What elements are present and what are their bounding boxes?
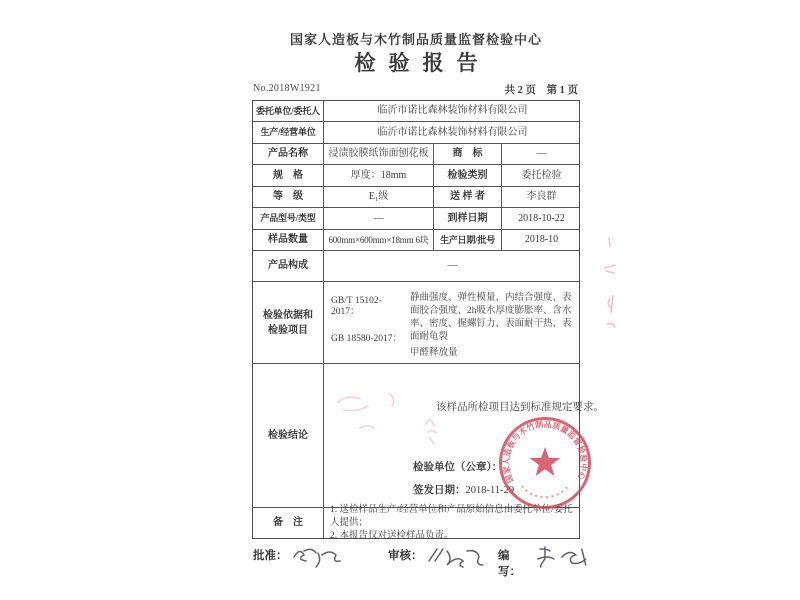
report-title: 检验报告 — [354, 51, 491, 75]
table-row — [253, 187, 579, 208]
batch-label: 生产日期/批号 — [434, 230, 502, 250]
approve-label: 批准： — [253, 550, 288, 562]
stamp-star-icon — [530, 447, 560, 476]
basis-content — [324, 282, 581, 363]
table-row — [253, 122, 579, 144]
review-group — [388, 543, 487, 571]
basis-items — [408, 282, 581, 363]
standard1-code: GB/T 15102-2017： — [331, 296, 382, 318]
trademark-label: 商 标 — [434, 144, 502, 164]
seal-unit-label: 检验单位（公章）： — [413, 462, 503, 473]
table-row — [253, 504, 579, 541]
writer-label: 编写： — [498, 550, 521, 578]
remark-line1: 1. 送检样品生产/经营单位和产品原始信息由委托单位/委托人提供； — [330, 504, 573, 528]
client-label: 委托单位/委托人 — [253, 101, 324, 121]
arrival-date-label: 到样日期 — [434, 208, 502, 229]
basis-standards — [324, 282, 408, 363]
composition-label: 产品构成 — [253, 251, 324, 281]
model-value: — — [324, 208, 434, 229]
producer-value: 临沂市诺比森林装饰材料有限公司 — [377, 126, 528, 138]
quantity-label: 样品数量 — [253, 230, 324, 250]
table-row — [253, 251, 579, 282]
remarks-content — [324, 504, 581, 541]
stamp-bottom-marks — [522, 486, 568, 497]
stamp-curved-text: 国家人造板与木竹制品质量监督检验中心 — [501, 419, 589, 484]
issue-date-label: 签发日期： — [413, 485, 466, 496]
basis-label-line1: 检验依据和 — [263, 309, 313, 321]
standard2-code: GB 18580-2017： — [331, 333, 402, 344]
review-label: 审核： — [388, 550, 423, 562]
product-name-label: 产品名称 — [253, 144, 324, 164]
writer-signature — [532, 543, 592, 571]
issue-date-value: 2018-11-29 — [465, 485, 515, 496]
inspection-center-name: 国家人造板与木竹制品质量监督检验中心 — [289, 32, 542, 47]
batch-value: 2018-10 — [524, 234, 559, 245]
spec-value: 厚度：18mm — [324, 165, 434, 186]
remarks-label: 备 注 — [253, 508, 324, 538]
standard1-items: 静曲强度、弹性模量、内结合强度、表面胶合强度、2h吸水厚度膨胀率、含水率、密度、握螺钉力、表面耐干热、表面耐龟裂 — [410, 293, 572, 342]
basis-label-line2: 检验项目 — [268, 324, 308, 336]
category-value: 委托检验 — [521, 169, 562, 181]
report-table — [252, 100, 604, 541]
remark-line2: 2. 本报告仅对送检样品负责。 — [330, 530, 454, 541]
basis-label — [253, 282, 324, 363]
client-value: 临沂市诺比森林装饰材料有限公司 — [377, 105, 528, 116]
arrival-date-value: 2018-10-22 — [518, 212, 565, 224]
conclusion-content — [324, 364, 604, 507]
producer-label: 生产/经营单位 — [253, 122, 324, 143]
table-row — [253, 208, 579, 230]
table-row — [253, 165, 579, 187]
trademark-value: — — [536, 148, 547, 159]
signature-line — [252, 543, 592, 578]
standard2-items: 甲醛释放量 — [410, 348, 458, 358]
official-round-stamp-icon — [497, 415, 593, 511]
table-row — [253, 101, 579, 122]
grade-value: E₁级 — [324, 187, 434, 207]
quantity-value: 600mm×600mm×18mm 6块 — [324, 230, 434, 250]
approve-group — [253, 543, 350, 571]
sampler-value: 李良群 — [526, 191, 557, 202]
table-row — [253, 144, 579, 165]
model-label: 产品型号/类型 — [253, 208, 324, 229]
margin-faint-marks — [597, 232, 623, 344]
table-row — [253, 282, 579, 364]
product-name-value: 浸渍胶膜纸饰面刨花板 — [324, 144, 434, 164]
reviewer-signature — [423, 543, 487, 571]
composition-value: — — [447, 260, 458, 271]
page-indicator: 共 2 页 第 1 页 — [504, 85, 578, 96]
report-number: No.2018W1921 — [253, 83, 321, 94]
category-label: 检验类别 — [434, 165, 502, 186]
spec-label: 规 格 — [253, 165, 324, 186]
table-row — [253, 364, 604, 508]
sampler-label: 送 样 者 — [434, 187, 502, 207]
grade-label: 等 级 — [253, 187, 324, 207]
conclusion-label: 检验结论 — [253, 364, 324, 507]
write-group — [498, 543, 592, 579]
table-row — [253, 230, 579, 251]
approver-signature — [288, 543, 350, 571]
conclusion-text: 该样品所检项目达到标准规定要求。 — [436, 402, 604, 413]
faint-handwriting-marks — [330, 380, 460, 450]
